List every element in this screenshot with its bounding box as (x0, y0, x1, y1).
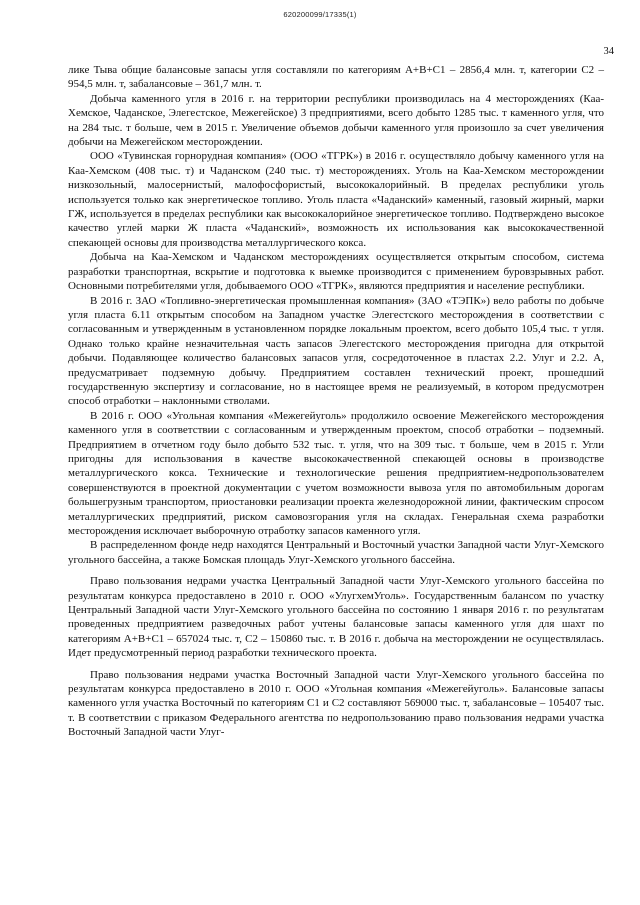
page-number: 34 (603, 46, 614, 57)
document-id: 620200099/17335(1) (283, 10, 357, 19)
paragraph: Добыча на Каа-Хемском и Чаданском месторождениях осуществляется открытым способом, система разработки транспортная, вскрытие и подготовка к выемке производится с применением буровзрывных работ. Основными потребителями угля, добываемого ООО «ТГРК», являются предприятия и население республики. (68, 251, 604, 293)
paragraph: В 2016 г. ЗАО «Топливно-энергетическая промышленная компания» (ЗАО «ТЭПК») вело работы по добыче угля пласта 6.11 открытым способом на Западном участке Элегестского месторождения в соответствии с согласованным и утвержденным в установленном порядке локальным проектом, всего добыто 105,4 тыс. т угля. Однако только крайне незначительная часть запасов Элегестского месторождения пригодна для открытой добычи. Подавляющее количество балансовых запасов угля, сосредоточенное в пластах 2.2. Улуг и 2.2. А, предусматривает подземную добычу. Предприятием составлен технический проект, прошедший государственную экспертизу и согласование, но в настоящее время не реализуемый, в котором предусмотрен способ отработки – наклонными стволами. (68, 294, 604, 408)
paragraph: В распределенном фонде недр находятся Центральный и Восточный участки Западной части Улуг-Хемского угольного бассейна, а также Бомская площадь Улуг-Хемского угольного бассейна. (68, 539, 604, 566)
body-text (68, 63, 604, 740)
paragraph-continued: лике Тыва общие балансовые запасы угля составляли по категориям А+В+С1 – 2856,4 млн. т, категории С2 – 954,5 млн. т, забалансовые – 361,7 млн. т. (68, 64, 604, 91)
paragraph: ООО «Тувинская горнорудная компания» (ООО «ТГРК») в 2016 г. осуществляло добычу каменного угля на Каа-Хемском (408 тыс. т) и Чаданском (240 тыс. т) месторождениях. Уголь на Каа-Хемском месторождении низкозольный, малосернистый, малофосфористый, высококалорийный. В пределах республики уголь используется только как энергетическое топливо. Уголь пласта «Чаданский» каменный, газовый жирный, марки ГЖ, используется в пределах республики как высококалорийное энергетическое топливо. Подтверждено высокое качество углей марки Ж пласта «Чаданский», возможность их использования как высококачественной спекающей основы для производства металлургического кокса. (68, 150, 604, 249)
paragraph: Право пользования недрами участка Восточный Западной части Улуг-Хемского угольного бассейна по результатам конкурса предоставлено в 2010 г. ООО «Угольная компания «Межегейуголь». Балансовые запасы каменного угля участка Восточный по категориям С1 и С2 составляют 569000 тыс. т, забалансовые – 105407 тыс. т. В соответствии с приказом Федерального агентства по недропользованию право пользования недрами участка Восточный Западной части Улуг- (68, 668, 604, 739)
paragraph: Право пользования недрами участка Центральный Западной части Улуг-Хемского угольного бассейна по результатам конкурса предоставлено в 2010 г. ООО «УлугхемУголь». Государственным балансом по участку Центральный Западной части Улуг-Хемского угольного бассейна по состоянию 1 января 2016 г. по результатам проведенных предприятием разведочных работ учтены балансовые запасы каменного угля для шахт по категориям А+В+С1 – 657024 тыс. т, С2 – 150860 тыс. т. В 2016 г. добыча на месторождении не осуществлялась. Идет предусмотренный период разработки технического проекта. (68, 575, 604, 660)
paragraph: Добыча каменного угля в 2016 г. на территории республики производилась на 4 месторождениях (Каа-Хемское, Чаданское, Элегестское, Межегейское) 3 предприятиями, всего добыто 1285 тыс. т каменного угля, что на 284 тыс. т больше, чем в 2015 г. Увеличение объемов добычи каменного угля произошло за счет увеличения добычи на Межегейском месторождении. (68, 92, 604, 149)
paragraph: В 2016 г. ООО «Угольная компания «Межегейуголь» продолжило освоение Межегейского месторождения каменного угля в соответствии с согласованным и утвержденным проектом, способ отработки – подземный. Предприятием в отчетном году было добыто 532 тыс. т. угля, что на 309 тыс. т больше, чем в 2015 г. Угли пригодны для использования в качестве высококачественной спекающей основы в производстве металлургического кокса. Технические и технологические решения предприятием-недропользователем совершенствуются в проектной документации с учетом возможности вывоза угля по автомобильным дорогам большегрузным транспортом, приостановки реализации проекта железнодорожной линии, фактическим спросом металлургических предприятий, риском самовозгорания угля на складах. Генеральная схема разработки месторождения исключает выборочную отработку запасов каменного угля. (68, 409, 604, 537)
